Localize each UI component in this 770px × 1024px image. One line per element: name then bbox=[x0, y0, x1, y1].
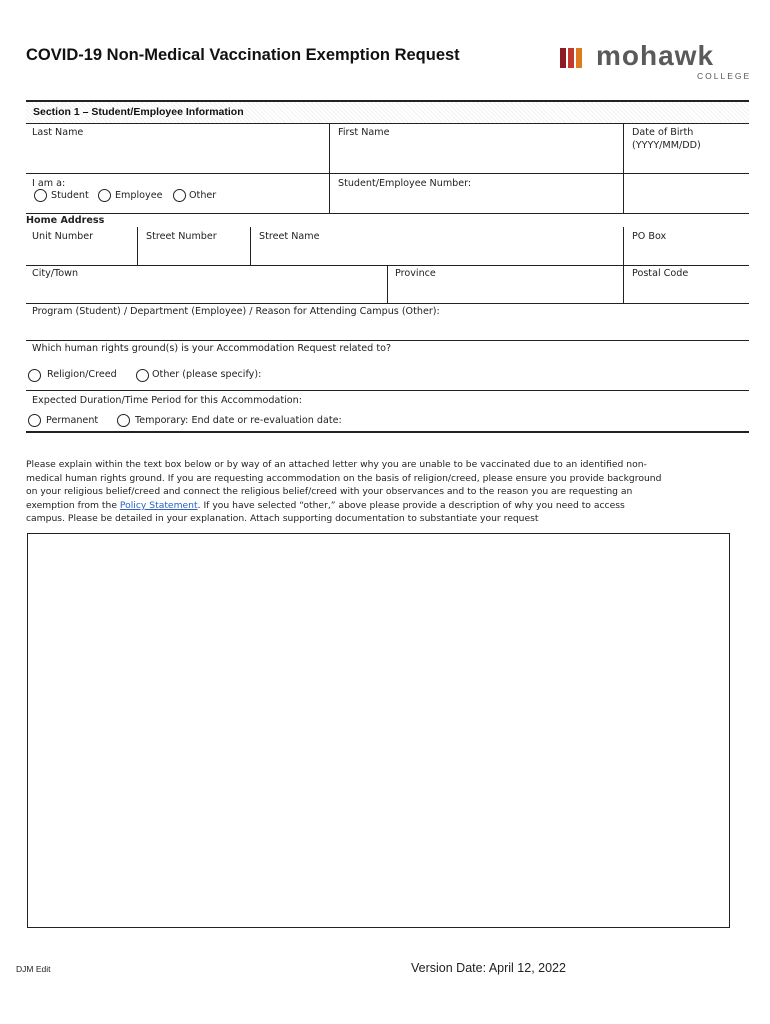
divider bbox=[250, 227, 251, 265]
i-am-a-label: I am a: bbox=[32, 178, 66, 189]
divider bbox=[387, 265, 388, 303]
dob-label: Date of Birth bbox=[632, 127, 694, 138]
divider bbox=[26, 213, 749, 214]
province-label: Province bbox=[395, 268, 436, 279]
other-ground-label: Other (please specify): bbox=[152, 369, 262, 380]
footer-edit-note: DJM Edit bbox=[16, 964, 51, 974]
form-title: COVID-19 Non-Medical Vaccination Exemption Request bbox=[26, 46, 460, 64]
po-box-label: PO Box bbox=[632, 231, 667, 242]
home-address-heading: Home Address bbox=[26, 215, 105, 226]
grounds-question: Which human rights ground(s) is your Accommodation Request related to? bbox=[32, 343, 392, 354]
instructions-line: campus. Please be detailed in your explanation. Attach supporting documentation to substantiate your request bbox=[26, 513, 539, 525]
employee-option-label: Employee bbox=[115, 190, 163, 201]
dob-format-label: (YYYY/MM/DD) bbox=[632, 140, 701, 151]
student-employee-number-label: Student/Employee Number: bbox=[338, 178, 472, 189]
instructions-line: on your religious belief/creed and connect the religious belief/creed with your observances and to the reason you are requesting an bbox=[26, 486, 633, 498]
instructions-line: medical human rights ground. If you are requesting accommodation on the basis of religion/creed, please ensure you provide background bbox=[26, 472, 662, 484]
mohawk-college-logo bbox=[560, 40, 752, 86]
divider bbox=[26, 123, 749, 124]
other-role-radio[interactable] bbox=[173, 189, 186, 202]
instructions-paragraph bbox=[26, 458, 741, 526]
instructions-line bbox=[26, 499, 741, 513]
divider bbox=[26, 340, 749, 341]
divider bbox=[329, 123, 330, 173]
duration-question: Expected Duration/Time Period for this Accommodation: bbox=[32, 395, 302, 406]
logo-wordmark: mohawk bbox=[596, 40, 715, 71]
student-radio[interactable] bbox=[34, 189, 47, 202]
divider bbox=[26, 390, 749, 391]
program-label: Program (Student) / Department (Employee) / Reason for Attending Campus (Other): bbox=[32, 306, 440, 317]
divider bbox=[137, 227, 138, 265]
temporary-radio[interactable] bbox=[117, 414, 130, 427]
instructions-line: Please explain within the text box below or by way of an attached letter why you are unable to be vaccinated due to an identified non- bbox=[26, 459, 647, 470]
city-town-label: City/Town bbox=[32, 268, 79, 279]
divider bbox=[26, 431, 749, 433]
instructions-text: . If you have selected “other,” above please provide a description of why you need to access bbox=[197, 499, 625, 511]
religion-creed-label: Religion/Creed bbox=[47, 369, 117, 380]
divider bbox=[623, 123, 624, 213]
section-title: Section 1 – Student/Employee Information bbox=[33, 106, 244, 118]
instructions-text: exemption from the bbox=[26, 499, 120, 511]
explanation-textbox[interactable] bbox=[27, 533, 730, 928]
version-date: Version Date: April 12, 2022 bbox=[411, 961, 566, 975]
divider bbox=[26, 173, 749, 174]
last-name-label: Last Name bbox=[32, 127, 84, 138]
divider bbox=[26, 100, 749, 102]
divider bbox=[26, 303, 749, 304]
street-name-label: Street Name bbox=[259, 231, 320, 242]
other-ground-radio[interactable] bbox=[136, 369, 149, 382]
religion-creed-radio[interactable] bbox=[28, 369, 41, 382]
street-number-label: Street Number bbox=[146, 231, 217, 242]
temporary-label: Temporary: End date or re-evaluation date: bbox=[135, 415, 342, 426]
divider bbox=[329, 173, 330, 213]
student-option-label: Student bbox=[51, 190, 89, 201]
employee-radio[interactable] bbox=[98, 189, 111, 202]
postal-code-label: Postal Code bbox=[632, 268, 689, 279]
other-option-label: Other bbox=[189, 190, 217, 201]
logo-subtitle: COLLEGE bbox=[697, 71, 752, 81]
logo-bars-icon bbox=[560, 48, 590, 68]
unit-number-label: Unit Number bbox=[32, 231, 94, 242]
permanent-label: Permanent bbox=[46, 415, 99, 426]
permanent-radio[interactable] bbox=[28, 414, 41, 427]
policy-statement-link[interactable]: Policy Statement bbox=[119, 499, 198, 511]
first-name-label: First Name bbox=[338, 127, 390, 138]
